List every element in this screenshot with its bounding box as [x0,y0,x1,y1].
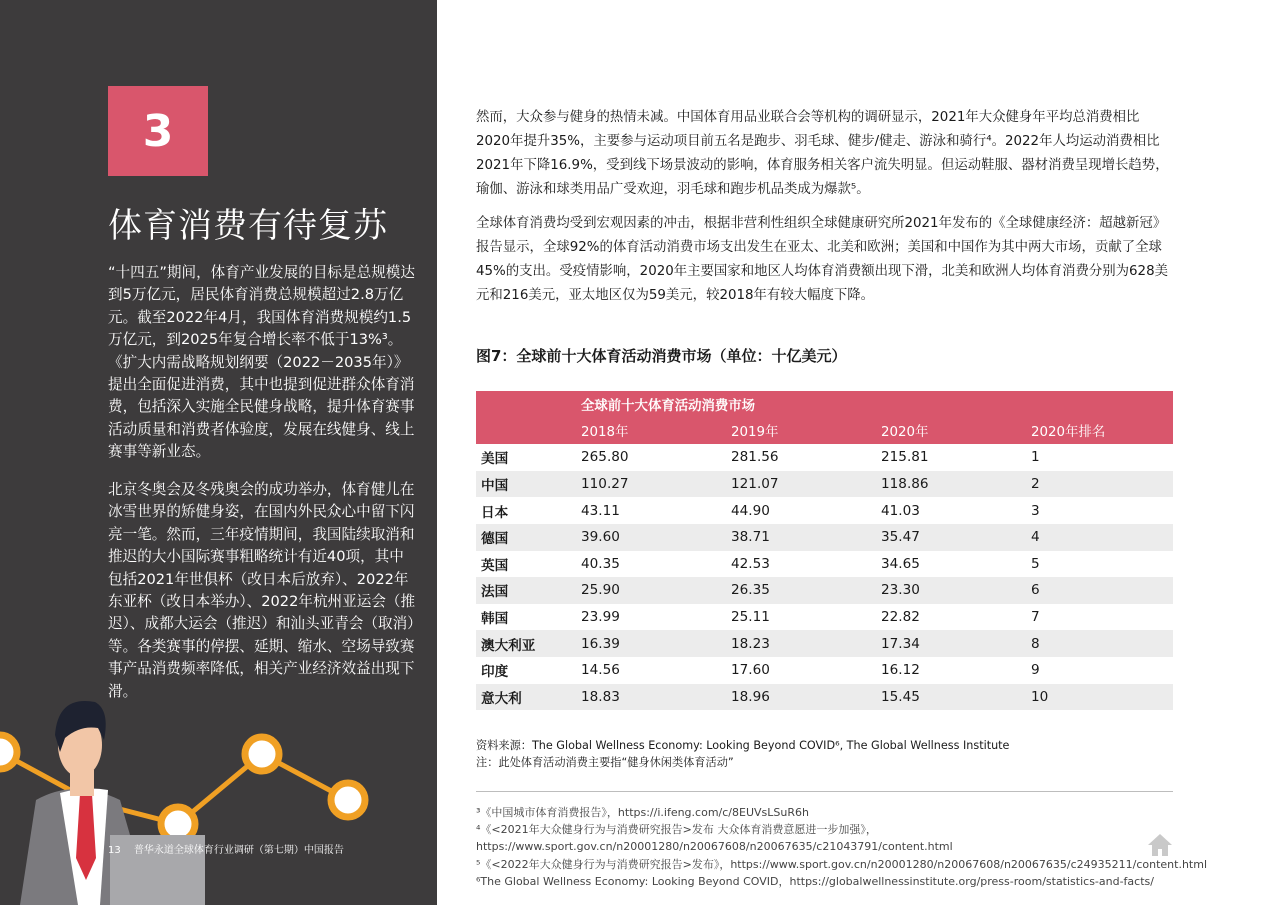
header-cell: 2018年 [581,418,731,445]
country-cell: 印度 [481,664,509,681]
value-cell: 18.23 [731,630,881,657]
table-row [476,444,1173,471]
country-cell: 德国 [476,524,581,551]
value-cell: 281.56 [731,449,779,466]
source-block [476,737,1009,771]
value-cell: 121.07 [731,471,881,498]
country-cell: 中国 [476,471,581,498]
value-cell: 15.45 [881,684,1031,711]
figure-title: 图7：全球前十大体育活动消费市场（单位：十亿美元） [476,347,847,365]
divider [476,791,1173,792]
page-number: 13 [108,845,121,856]
left-paragraph-2: 北京冬奥会及冬残奥会的成功举办，体育健儿在冰雪世界的矫健身姿，在国内外民众心中留下闪亮一笔。然而，三年疫情期间，我国陆续取消和推迟的大小国际赛事粗略统计有近40项，其中包括2021年世俱杯（改日本后放弃）、2022年东亚杯（改日本举办）、2022年杭州亚运会（推迟）、成都大运会（推迟）和汕头亚青会（取消）等。各类赛事的停摆、延期、缩水、空场导致赛事产品消费频率降低，相关产业经济效益出现下滑。 [108,481,416,700]
value-cell: 18.96 [731,684,881,711]
country-cell: 英国 [481,557,509,574]
country-cell: 意大利 [476,684,581,711]
value-cell: 265.80 [581,449,629,466]
table-row [476,551,1173,578]
value-cell: 7 [1031,609,1040,626]
value-cell: 34.65 [881,555,920,572]
table-row [476,657,1173,684]
value-cell: 1 [1031,449,1040,466]
value-cell: 6 [1031,577,1173,604]
country-cell: 法国 [476,577,581,604]
country-cell: 澳大利亚 [476,630,581,657]
footnote: ⁶The Global Wellness Economy: Looking Beyond COVID，https://globalwellnessinstitute.org/press-room/statistics-and-facts/ [476,874,1154,888]
value-cell: 4 [1031,524,1173,551]
country-cell: 韩国 [481,611,509,628]
right-paragraph-2: 全球体育消费均受到宏观因素的冲击，根据非营利性组织全球健康研究所2021年发布的《全球健康经济：超越新冠》报告显示，全球92%的体育活动消费市场支出发生在亚太、北美和欧洲；美国和中国作为其中两大市场，贡献了全球45%的支出。受疫情影响，2020年主要国家和地区人均体育消费额出现下滑，北美和欧洲人均体育消费分别为628美元和216美元，亚太地区仅为59美元，较2018年有较大幅度下降。 [476,216,1168,303]
country-cell: 日本 [481,504,509,521]
section-title: 体育消费有待复苏 [108,206,388,246]
country-cell: 美国 [481,451,509,468]
header-cell: 2019年 [731,418,881,445]
value-cell: 17.34 [881,630,1031,657]
table-row [476,577,1173,604]
value-cell: 44.90 [731,502,770,519]
table-row [476,630,1173,657]
value-cell: 118.86 [881,471,1031,498]
table-header-row [476,418,1173,445]
value-cell: 25.90 [581,577,731,604]
header-cell: 2020年 [881,418,1031,445]
value-cell: 16.39 [581,630,731,657]
table-body [476,444,1173,710]
value-cell: 23.30 [881,577,1031,604]
value-cell: 215.81 [881,449,929,466]
businessman-chart-illustration [0,690,437,905]
value-cell: 39.60 [581,524,731,551]
table-title-row [476,391,1173,418]
home-icon[interactable] [1147,832,1173,858]
value-cell: 42.53 [731,555,770,572]
header-cell: 2020年排名 [1031,418,1173,445]
table-row [476,684,1173,711]
value-cell: 14.56 [581,662,620,679]
value-cell: 8 [1031,630,1173,657]
value-cell: 43.11 [581,502,620,519]
value-cell: 17.60 [731,662,770,679]
table-title: 全球前十大体育活动消费市场 [581,391,1173,418]
note-line: 注：此处体育活动消费主要指“健身休闲类体育活动” [476,756,734,769]
footnote: ⁴《<2021年大众健身行为与消费研究报告>发布 大众体育消费意愿进一步加强》， [476,823,877,837]
header-cell [476,418,581,445]
value-cell: 5 [1031,555,1040,572]
value-cell: 26.35 [731,577,881,604]
value-cell: 9 [1031,662,1040,679]
page-footer [108,841,344,856]
table-row [476,497,1173,524]
report-name: 普华永道全球体育行业调研（第七期）中国报告 [133,845,344,856]
left-paragraph-1: “十四五”期间，体育产业发展的目标是总规模达到5万亿元，居民体育消费总规模超过2.8万亿元。截至2022年4月，我国体育消费规模约1.5万亿元，到2025年复合增长率不低于13%³。《扩大内需战略规划纲要（2022－2035年）》提出全面促进消费，其中也提到促进群众体育消费，包括深入实施全民健身战略，提升体育赛事活动质量和消费者体验度，发展在线健身、线上赛事等新业态。 [108,264,415,461]
value-cell: 110.27 [581,471,731,498]
value-cell: 3 [1031,502,1040,519]
value-cell: 38.71 [731,524,881,551]
footnote: https://www.sport.gov.cn/n20001280/n20067608/n20067635/c21043791/content.html [476,840,953,854]
value-cell: 35.47 [881,524,1031,551]
table-row [476,471,1173,498]
market-table [476,391,1173,710]
source-line: 资料来源：The Global Wellness Economy: Looking Beyond COVID⁶, The Global Wellness Institute [476,739,1010,752]
value-cell: 18.83 [581,684,731,711]
value-cell: 41.03 [881,502,920,519]
value-cell: 16.12 [881,662,920,679]
value-cell: 40.35 [581,555,620,572]
value-cell: 22.82 [881,609,920,626]
table-row [476,524,1173,551]
value-cell: 25.11 [731,609,770,626]
footnote: ³《中国城市体育消费报告》，https://i.ifeng.com/c/8EUVsLSuR6h [476,806,809,819]
table-row [476,604,1173,631]
value-cell: 2 [1031,471,1173,498]
right-paragraph-1: 然而，大众参与健身的热情未减。中国体育用品业联合会等机构的调研显示，2021年大众健身年平均总消费相比2020年提升35%，主要参与运动项目前五名是跑步、羽毛球、健步/健走、游泳和骑行⁴。2022年人均运动消费相比2021年下降16.9%，受到线下场景波动的影响，体育服务相关客户流失明显。但运动鞋服、器材消费呈现增长趋势，瑜伽、游泳和球类用品广受欢迎，羽毛球和跑步机品类成为爆款⁵。 [476,110,1169,197]
value-cell: 23.99 [581,609,620,626]
value-cell: 10 [1031,684,1173,711]
footnotes [476,804,1207,890]
footnote: ⁵《<2022年大众健身行为与消费研究报告>发布》，https://www.sport.gov.cn/n20001280/n20067608/n20067635/c24935211/content.html [476,857,1208,871]
left-panel [0,0,437,905]
section-number-badge: 3 [108,86,208,176]
